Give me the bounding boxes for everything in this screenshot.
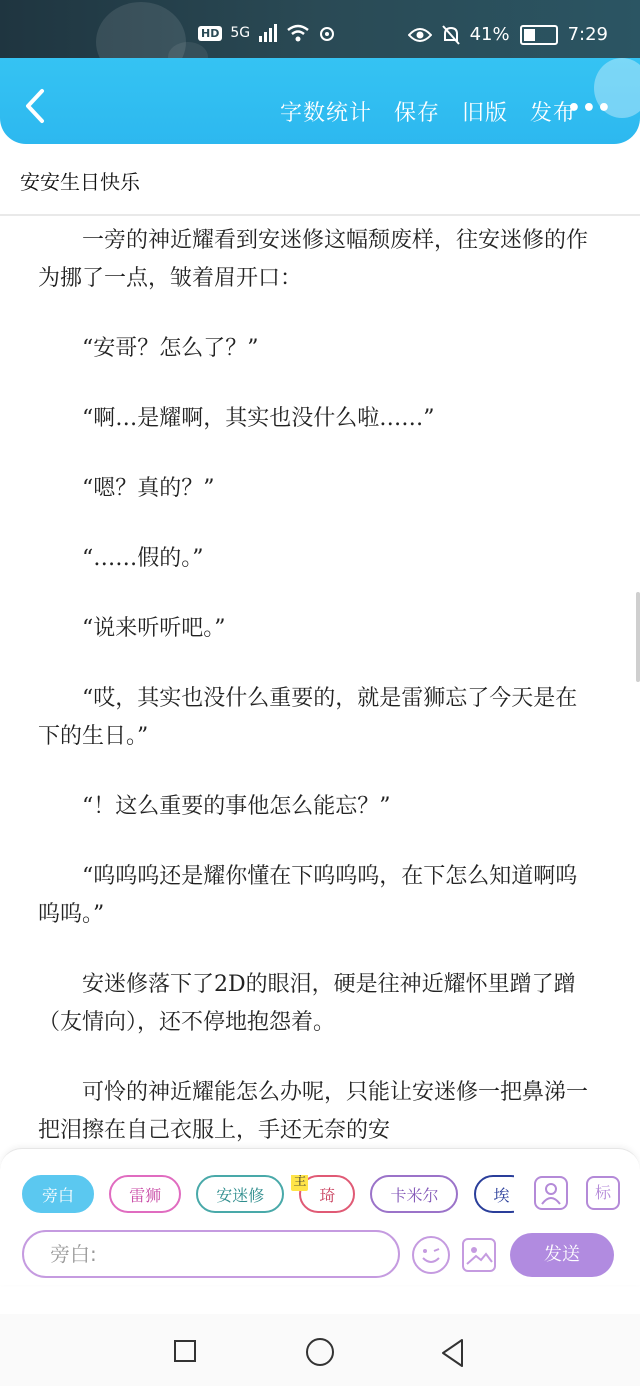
back-arrow-icon[interactable] [22, 88, 48, 124]
story-paragraph: “说来听听吧。” [82, 616, 226, 641]
tag-button[interactable]: 标 [586, 1176, 620, 1210]
status-right [408, 24, 608, 45]
story-paragraph: “……假的。” [82, 546, 204, 571]
battery-fill [524, 29, 535, 41]
message-input[interactable]: 旁白: [22, 1230, 400, 1278]
recents-icon[interactable] [174, 1340, 196, 1362]
chip-label: 琦 [319, 1186, 336, 1205]
story-paragraph: 安迷修落下了2D的眼泪，硬是往神近耀怀里蹭了蹭（友情向），还不停地抱怨着。 [38, 972, 576, 1035]
divider [0, 214, 640, 216]
system-nav-bar [0, 1314, 640, 1386]
nav-back-icon[interactable] [440, 1338, 466, 1368]
eye-icon [408, 27, 432, 43]
story-paragraph: “！这么重要的事他怎么能忘？” [82, 794, 391, 819]
home-icon[interactable] [306, 1338, 334, 1366]
story-paragraph: “哎，其实也没什么重要的，就是雷狮忘了今天是在下的生日。” [38, 686, 578, 749]
character-manage-icon[interactable] [534, 1176, 568, 1210]
network-label: 5G [230, 25, 251, 41]
character-chip-anmixiu[interactable]: 安迷修 [196, 1175, 284, 1213]
status-bar [0, 0, 640, 62]
publish-button[interactable]: 发布 [529, 101, 576, 126]
mute-bell-icon [442, 25, 460, 45]
character-chip-kamier[interactable]: 卡米尔 [370, 1175, 458, 1213]
character-chip-qi[interactable] [293, 1175, 355, 1213]
story-paragraph: “嗯？真的？” [82, 476, 215, 501]
image-button[interactable] [462, 1238, 496, 1272]
wifi-icon [286, 24, 310, 42]
character-chip-partial[interactable]: 埃 [474, 1175, 514, 1213]
editor-header [0, 58, 640, 144]
scrollbar[interactable] [636, 592, 640, 682]
story-body[interactable] [38, 222, 598, 1182]
story-paragraph: 可怜的神近耀能怎么办呢，只能让安迷修一把鼻涕一把泪擦在自己衣服上，手还无奈的安 [38, 1080, 589, 1143]
hotspot-icon [318, 24, 336, 42]
status-left [198, 24, 336, 42]
story-paragraph: “安哥？怎么了？” [82, 336, 259, 361]
story-paragraph: 一旁的神近耀看到安迷修这幅颓废样，往安迷修的作为挪了一点，皱着眉开口： [38, 228, 589, 291]
character-chip-row[interactable] [22, 1175, 514, 1219]
clock: 7:29 [567, 24, 608, 45]
story-paragraph: “啊…是耀啊，其实也没什么啦……” [82, 406, 435, 431]
header-actions [280, 96, 576, 127]
document-title[interactable]: 安安生日快乐 [20, 170, 140, 194]
character-chip-leishi[interactable]: 雷狮 [109, 1175, 181, 1213]
word-count-button[interactable]: 字数统计 [279, 101, 372, 126]
story-paragraph: “呜呜呜还是耀你懂在下呜呜呜，在下怎么知道啊呜呜呜。” [38, 864, 578, 927]
hd-badge: HD [198, 26, 222, 41]
battery-icon [520, 25, 558, 45]
character-chip-narrator[interactable]: 旁白 [22, 1175, 94, 1213]
old-version-button[interactable]: 旧版 [461, 101, 508, 126]
emoji-button[interactable] [412, 1236, 450, 1274]
image-icon [464, 1240, 494, 1270]
battery-percent: 41% [469, 24, 510, 45]
main-role-badge: 主 [293, 1175, 307, 1189]
person-icon [536, 1178, 566, 1208]
smiley-icon [414, 1238, 448, 1272]
more-menu-button[interactable]: ••• [566, 96, 612, 121]
signal-icon [258, 24, 278, 42]
send-button[interactable]: 发送 [510, 1233, 614, 1277]
save-button[interactable]: 保存 [393, 101, 440, 126]
